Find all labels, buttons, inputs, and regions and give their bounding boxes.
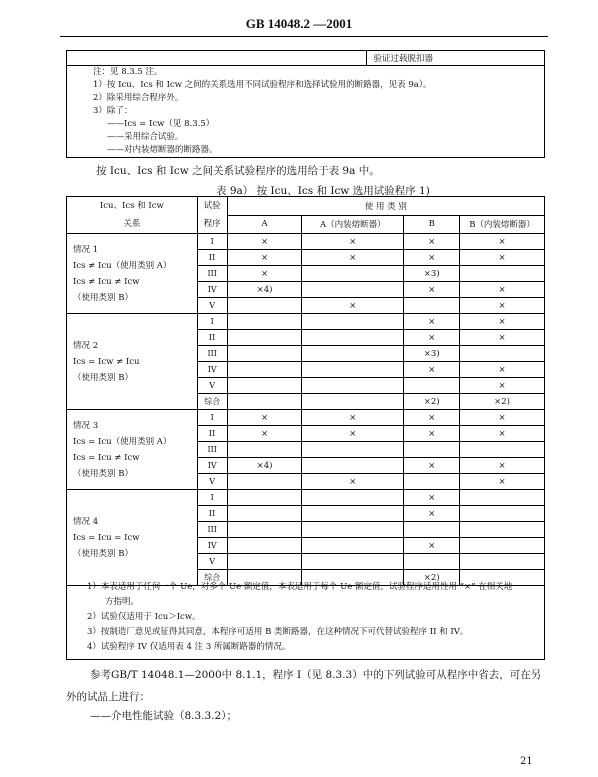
header-rule (60, 36, 548, 37)
mark-cell (404, 522, 460, 538)
mark-cell (404, 554, 460, 570)
relation-line: Ics ≠ Icu ≠ Icw (73, 276, 140, 287)
continued-table-row (66, 50, 545, 66)
col-header: A（内装熔断器） (302, 215, 404, 234)
mark-cell (302, 490, 404, 506)
relation-line: （使用类别 B） (73, 372, 133, 383)
body-paragraph: 参考GB/T 14048.1—2000中 8.1.1，程序 Ⅰ（见 8.3.3）中的下列试验可从程序中省去，可在另外的试品上进行： (66, 669, 542, 703)
program-cell: I (197, 490, 227, 506)
mark-cell (460, 490, 545, 506)
col-header: B (404, 215, 460, 234)
relation-line: Ics = Icu ≠ Icw (73, 452, 140, 463)
mark-cell: × (460, 426, 545, 442)
program-cell: V (197, 474, 227, 490)
relation-line: Ics = Icu（使用类别 A） (73, 436, 172, 447)
relation-line: （使用类别 B） (73, 292, 133, 303)
mark-cell (302, 554, 404, 570)
mark-cell: × (404, 458, 460, 474)
mark-cell: × (460, 458, 545, 474)
table-footnotes (66, 578, 545, 660)
program-cell: I (197, 314, 227, 330)
mark-cell: × (404, 250, 460, 266)
program-cell: V (197, 554, 227, 570)
relation-line: （使用类别 B） (73, 468, 133, 479)
mark-cell: × (404, 490, 460, 506)
mark-cell: ×4) (227, 458, 302, 474)
note-line: 1）按 Icu、Ics 和 Icw 之间的关系选用不同试验程序和选择试验用的断路器，见表 9a）。 (93, 80, 432, 90)
mark-cell: × (460, 474, 545, 490)
program-cell: IV (197, 458, 227, 474)
mark-cell (302, 394, 404, 410)
header-usage: 使 用 类 别 (227, 197, 544, 216)
relation-line: Ics = Icu = Icw (73, 532, 140, 543)
relation-line: 情况 1 (73, 244, 99, 255)
relation-line: 情况 4 (73, 516, 99, 527)
mark-cell: × (227, 410, 302, 426)
mark-cell: ×2) (404, 394, 460, 410)
mark-cell: × (404, 362, 460, 378)
header-relation: Icu、Ics 和 Icw 关系 (67, 197, 198, 234)
mark-cell: × (460, 410, 545, 426)
lead-paragraph: 按 Icu、Ics 和 Icw 之间关系试验程序的选用给于表 9a 中。 (96, 165, 380, 177)
table-caption: 表 9a） 按 Icu、Ics 和 Icw 选用试验程序 1) (216, 185, 430, 197)
list-item: ——介电性能试验（8.3.3.2）； (90, 710, 237, 722)
mark-cell (404, 442, 460, 458)
program-cell: II (197, 330, 227, 346)
mark-cell (227, 378, 302, 394)
document-header: GB 14048.2 —2001 (245, 16, 353, 31)
mark-cell: × (460, 330, 545, 346)
mark-cell (227, 394, 302, 410)
note-line: 注：见 8.3.5 注。 (93, 67, 163, 77)
mark-cell (460, 266, 545, 282)
program-cell: III (197, 522, 227, 538)
mark-cell: ×2) (460, 394, 545, 410)
program-cell: III (197, 266, 227, 282)
mark-cell (460, 506, 545, 522)
mark-cell (227, 330, 302, 346)
mark-cell (302, 346, 404, 362)
mark-cell (227, 474, 302, 490)
note-line: 2）除采用综合程序外。 (93, 93, 184, 103)
mark-cell (227, 314, 302, 330)
mark-cell (227, 506, 302, 522)
program-cell: III (197, 442, 227, 458)
mark-cell (227, 442, 302, 458)
mark-cell: × (460, 250, 545, 266)
program-cell: 综合 (197, 394, 227, 410)
footnote: 3）按制造厂意见或征得其同意，本程序可适用 B 类断路器，在这种情况下可代替试验程序 II 和 IV。 (87, 627, 469, 637)
mark-cell: × (302, 234, 404, 250)
table-row (67, 234, 545, 250)
relation-line: （使用类别 B） (73, 548, 133, 559)
relation-cell (67, 234, 198, 314)
mark-cell: × (227, 250, 302, 266)
col-header: B（内装熔断器） (460, 215, 545, 234)
mark-cell (227, 490, 302, 506)
mark-cell (302, 378, 404, 394)
mark-cell (227, 538, 302, 554)
relation-cell (67, 490, 198, 586)
program-cell: II (197, 426, 227, 442)
mark-cell: × (302, 410, 404, 426)
footnote: 1）本表适用于任何一个 Ue，对多个 Ue 额定值，本表适用于每个 Ue 额定值，试验程序适用性用 “×” 在相关地 (87, 582, 513, 592)
mark-cell (302, 266, 404, 282)
mark-cell: × (460, 314, 545, 330)
mark-cell: × (302, 298, 404, 314)
mark-cell (460, 346, 545, 362)
program-cell: IV (197, 362, 227, 378)
mark-cell (227, 346, 302, 362)
mark-cell (302, 522, 404, 538)
mark-cell: ×3) (404, 266, 460, 282)
mark-cell (302, 362, 404, 378)
mark-cell: × (404, 506, 460, 522)
program-cell: IV (197, 538, 227, 554)
note-sub-line: ——对内装熔断器的断路器。 (107, 145, 218, 155)
mark-cell (302, 282, 404, 298)
mark-cell: × (404, 330, 460, 346)
relation-line: 情况 2 (73, 340, 99, 351)
relation-line: Ics ≠ Icu（使用类别 A） (73, 260, 172, 271)
footnote: 方指明。 (105, 597, 140, 607)
program-cell: I (197, 234, 227, 250)
mark-cell: ×2) (404, 570, 460, 586)
mark-cell: × (302, 474, 404, 490)
mark-cell: × (302, 250, 404, 266)
note-sub-line: ——Ics = Icw（见 8.3.5） (107, 119, 215, 129)
mark-cell (302, 538, 404, 554)
mark-cell (227, 522, 302, 538)
mark-cell: × (460, 298, 545, 314)
mark-cell: × (404, 410, 460, 426)
mark-cell: ×3) (404, 346, 460, 362)
page-number: 21 (520, 756, 533, 767)
mark-cell (302, 314, 404, 330)
mark-cell (227, 298, 302, 314)
footnote: 4）试验程序 IV 仅适用表 4 注 3 所属断路器的情况。 (87, 642, 291, 652)
program-cell: I (197, 410, 227, 426)
mark-cell (404, 378, 460, 394)
mark-cell (302, 506, 404, 522)
mark-cell: × (227, 234, 302, 250)
mark-cell: × (227, 266, 302, 282)
mark-cell: × (404, 538, 460, 554)
relation-line: Ics = Icw ≠ Icu (73, 356, 140, 367)
table-row (67, 490, 545, 506)
program-cell: III (197, 346, 227, 362)
program-cell: V (197, 298, 227, 314)
mark-cell: × (460, 282, 545, 298)
mark-cell: ×4) (227, 282, 302, 298)
header-program: 试验 程序 (197, 197, 227, 234)
mark-cell (460, 442, 545, 458)
mark-cell (302, 458, 404, 474)
table-row (67, 410, 545, 426)
relation-cell (67, 410, 198, 490)
table-row (67, 314, 545, 330)
mark-cell: × (460, 378, 545, 394)
mark-cell (460, 522, 545, 538)
mark-cell: × (404, 314, 460, 330)
test-program-table (66, 196, 545, 586)
mark-cell (404, 474, 460, 490)
mark-cell: × (302, 426, 404, 442)
mark-cell (302, 442, 404, 458)
program-cell: II (197, 506, 227, 522)
mark-cell (460, 538, 545, 554)
mark-cell (404, 298, 460, 314)
mark-cell (227, 362, 302, 378)
program-cell: IV (197, 282, 227, 298)
mark-cell: × (404, 282, 460, 298)
program-cell: V (197, 378, 227, 394)
table-notes (66, 66, 545, 158)
mark-cell (227, 554, 302, 570)
footnote: 2）试验仅适用于 Icu＞Icw。 (87, 612, 201, 622)
program-cell: II (197, 250, 227, 266)
note-line: 3）除了： (93, 106, 133, 116)
mark-cell: × (404, 234, 460, 250)
top-row-text: 验证过载脱扣器 (367, 51, 545, 66)
program-cell: 综合 (197, 570, 227, 586)
mark-cell (302, 330, 404, 346)
note-sub-line: ——采用综合试验。 (107, 132, 184, 142)
mark-cell: × (460, 362, 545, 378)
mark-cell: × (404, 426, 460, 442)
mark-cell: × (460, 234, 545, 250)
col-header: A (227, 215, 302, 234)
mark-cell: × (227, 426, 302, 442)
relation-cell (67, 314, 198, 410)
relation-line: 情况 3 (73, 420, 99, 431)
mark-cell (460, 554, 545, 570)
